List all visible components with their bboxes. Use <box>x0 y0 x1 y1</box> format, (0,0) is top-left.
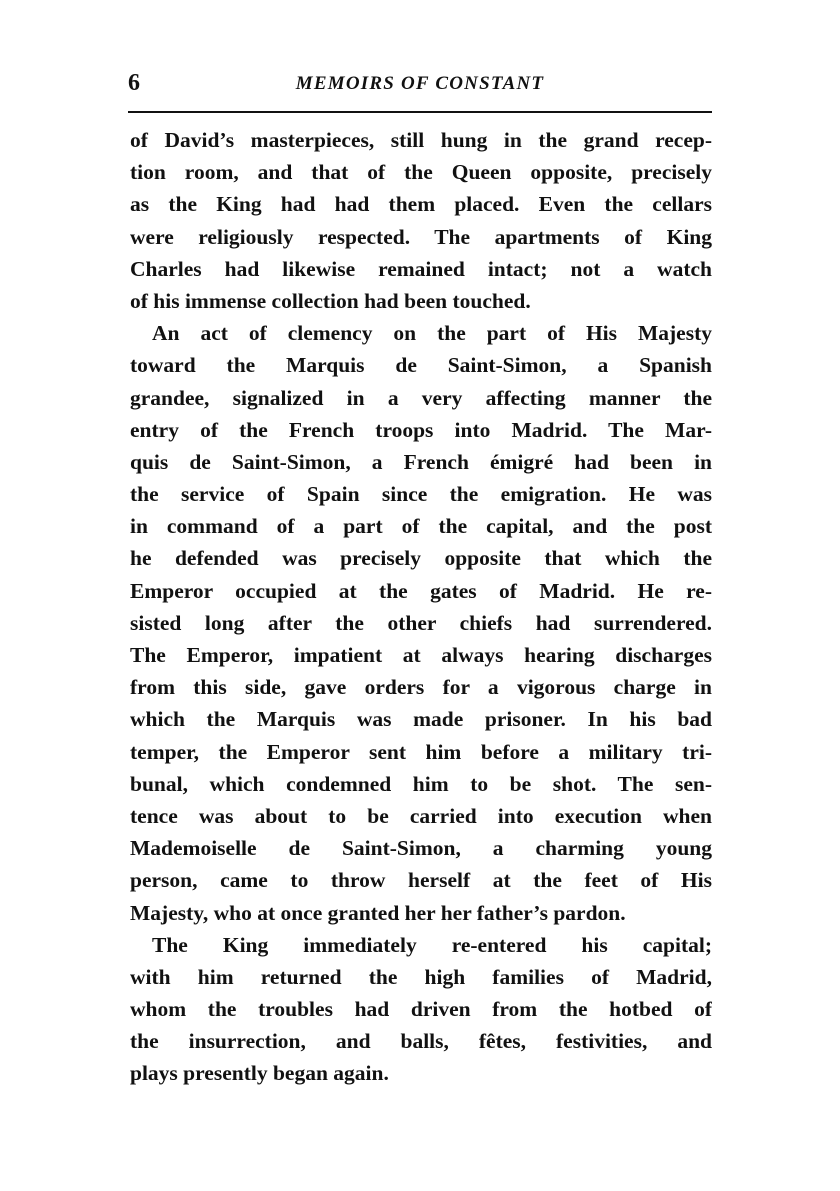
text-line: temper, the Emperor sent him before a military tri- <box>130 739 712 764</box>
text-line: as the King had had them placed. Even the cellars <box>130 192 712 217</box>
text-line: quis de Saint-Simon, a French émigré had been in <box>130 449 712 474</box>
page-number: 6 <box>128 70 140 96</box>
text-line: plays presently began again. <box>130 1061 389 1086</box>
text-line: with him returned the high families of Madrid, <box>130 964 712 989</box>
text-line: of his immense collection had been touched. <box>130 288 531 313</box>
text-line: The Emperor, impatient at always hearing discharges <box>130 643 712 667</box>
text-line: Majesty, who at once granted her her father’s pardon. <box>130 900 626 925</box>
text-line: the insurrection, and balls, fêtes, festivities, and <box>130 1029 712 1054</box>
text-line: Charles had likewise remained intact; not a watch <box>130 256 712 281</box>
text-line: the service of Spain since the emigration. He was <box>130 482 712 507</box>
text-line: Mademoiselle de Saint-Simon, a charming young <box>130 836 712 861</box>
text-line: from this side, gave orders for a vigorous charge in <box>130 675 712 700</box>
text-line: bunal, which condemned him to be shot. The sen- <box>130 771 712 796</box>
text-line: he defended was precisely opposite that which the <box>130 546 712 571</box>
text-line: toward the Marquis de Saint-Simon, a Spanish <box>130 353 712 378</box>
text-line: tence was about to be carried into execution when <box>130 803 712 828</box>
text-line: whom the troubles had driven from the hotbed of <box>130 997 712 1022</box>
text-line: sisted long after the other chiefs had surrendered. <box>130 610 712 635</box>
running-header <box>128 70 712 100</box>
text-line: which the Marquis was made prisoner. In his bad <box>130 707 712 732</box>
header-rule <box>128 111 712 113</box>
paragraph-start-line: The King immediately re-entered his capital; <box>152 932 712 957</box>
text-line: in command of a part of the capital, and the post <box>130 514 712 539</box>
text-line: person, came to throw herself at the feet of His <box>130 868 712 893</box>
running-title: MEMOIRS OF CONSTANT <box>295 73 545 94</box>
body-text <box>130 124 712 1090</box>
text-line: tion room, and that of the Queen opposite, precisely <box>130 160 712 185</box>
text-line: Emperor occupied at the gates of Madrid. He re- <box>130 578 712 603</box>
paragraph-start-line: An act of clemency on the part of His Majesty <box>152 321 712 346</box>
text-line: entry of the French troops into Madrid. The Mar- <box>130 417 712 442</box>
text-line: grandee, signalized in a very affecting manner the <box>130 385 712 410</box>
text-line: of David’s masterpieces, still hung in the grand recep- <box>130 128 712 152</box>
text-line: were religiously respected. The apartments of King <box>130 224 712 249</box>
